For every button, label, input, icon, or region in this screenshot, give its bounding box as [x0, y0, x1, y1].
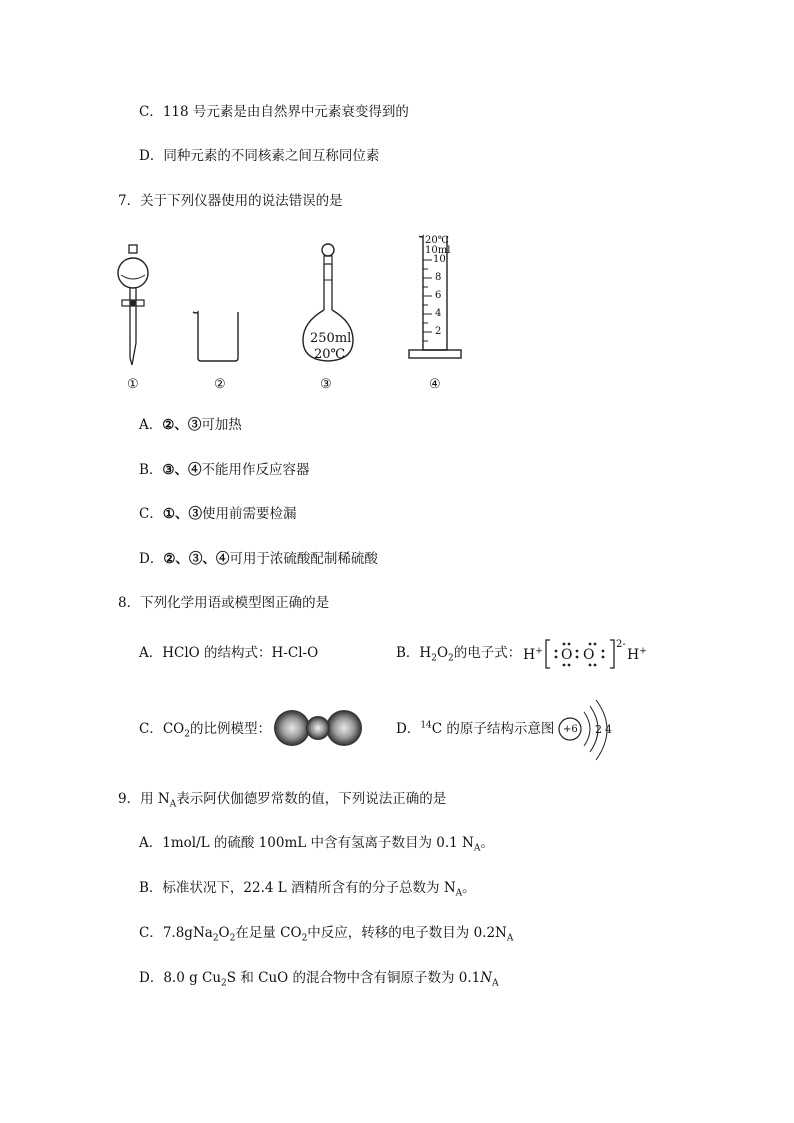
atom-shell-2: 4 — [605, 723, 612, 736]
caption-2: ② — [214, 377, 226, 392]
cylinder-tick-4: 4 — [435, 308, 442, 319]
q7-option-b: B．③、④不能用作反应容器 — [139, 462, 310, 478]
q7-option-a: A．②、③可加热 — [139, 417, 242, 433]
q9-stem: 9．用 $N_A$表示阿伏伽德罗常数的值，下列说法正确的是 — [118, 791, 447, 810]
caption-1: ① — [127, 377, 139, 392]
cylinder-tick-2: 2 — [435, 326, 442, 337]
electron-formula-h-left: H+ — [523, 646, 543, 663]
q8-option-a: A．HClO 的结构式：H-Cl-O — [139, 645, 319, 661]
cylinder-temp-label: 20℃ — [425, 235, 449, 246]
q9-option-d: D．8.0 g $Cu_2S$ 和 CuO 的混合物中含有铜原子数为 $0.1N_A$ — [139, 970, 499, 989]
q8-option-c: C．$CO_2$的比例模型： — [139, 721, 271, 740]
q8-stem: 8．下列化学用语或模型图正确的是 — [118, 595, 330, 611]
electron-formula-charge: 2- — [616, 639, 626, 650]
separatory-funnel-figure — [115, 243, 155, 368]
cylinder-tick-10: 10 — [433, 254, 446, 265]
flask-temp-label: 20℃ — [314, 347, 346, 362]
q9-option-b: B．标准状况下，22.4 L 酒精所含有的分子总数为 $N_A$。 — [139, 880, 476, 899]
q9-option-c: C．$7.8gNa_2O_2$在足量 $CO_2$中反应，转移的电子数目为 $0.2N_A$ — [139, 925, 514, 944]
cylinder-tick-8: 8 — [435, 272, 442, 283]
flask-volume-label: 250ml — [310, 331, 352, 346]
co2-space-filling-model — [272, 708, 364, 748]
peroxide-bracket-figure — [544, 638, 616, 670]
q7-option-d: D．②、③、④可用于浓硫酸配制稀硫酸 — [139, 551, 378, 567]
atom-nucleus-charge: +6 — [563, 724, 578, 735]
q7-stem: 7．关于下列仪器使用的说法错误的是 — [118, 193, 343, 209]
q8-option-b: B．$H_2O_2$的电子式： — [396, 645, 522, 664]
cylinder-tick-6: 6 — [435, 290, 442, 301]
q7-option-c: C．①、③使用前需要检漏 — [139, 506, 297, 522]
q9-option-a: A．1mol/L 的硫酸 100mL 中含有氢离子数目为 0.1 $N_A$。 — [139, 835, 494, 854]
caption-4: ④ — [429, 377, 441, 392]
q6-option-c: C．118 号元素是由自然界中元素衰变得到的 — [139, 104, 409, 120]
q8-option-d: D．$^{14}$C 的原子结构示意图 — [396, 720, 555, 737]
q6-option-d: D．同种元素的不同核素之间互称同位素 — [139, 148, 380, 164]
atom-shell-1: 2 — [595, 723, 602, 736]
electron-formula-o2: O — [583, 647, 595, 663]
caption-3: ③ — [320, 377, 332, 392]
cylinder-volume-label: 10ml — [425, 245, 451, 256]
electron-formula-h-right: H+ — [627, 646, 647, 663]
beaker-figure — [190, 308, 242, 364]
electron-formula-o1: O — [561, 647, 573, 663]
